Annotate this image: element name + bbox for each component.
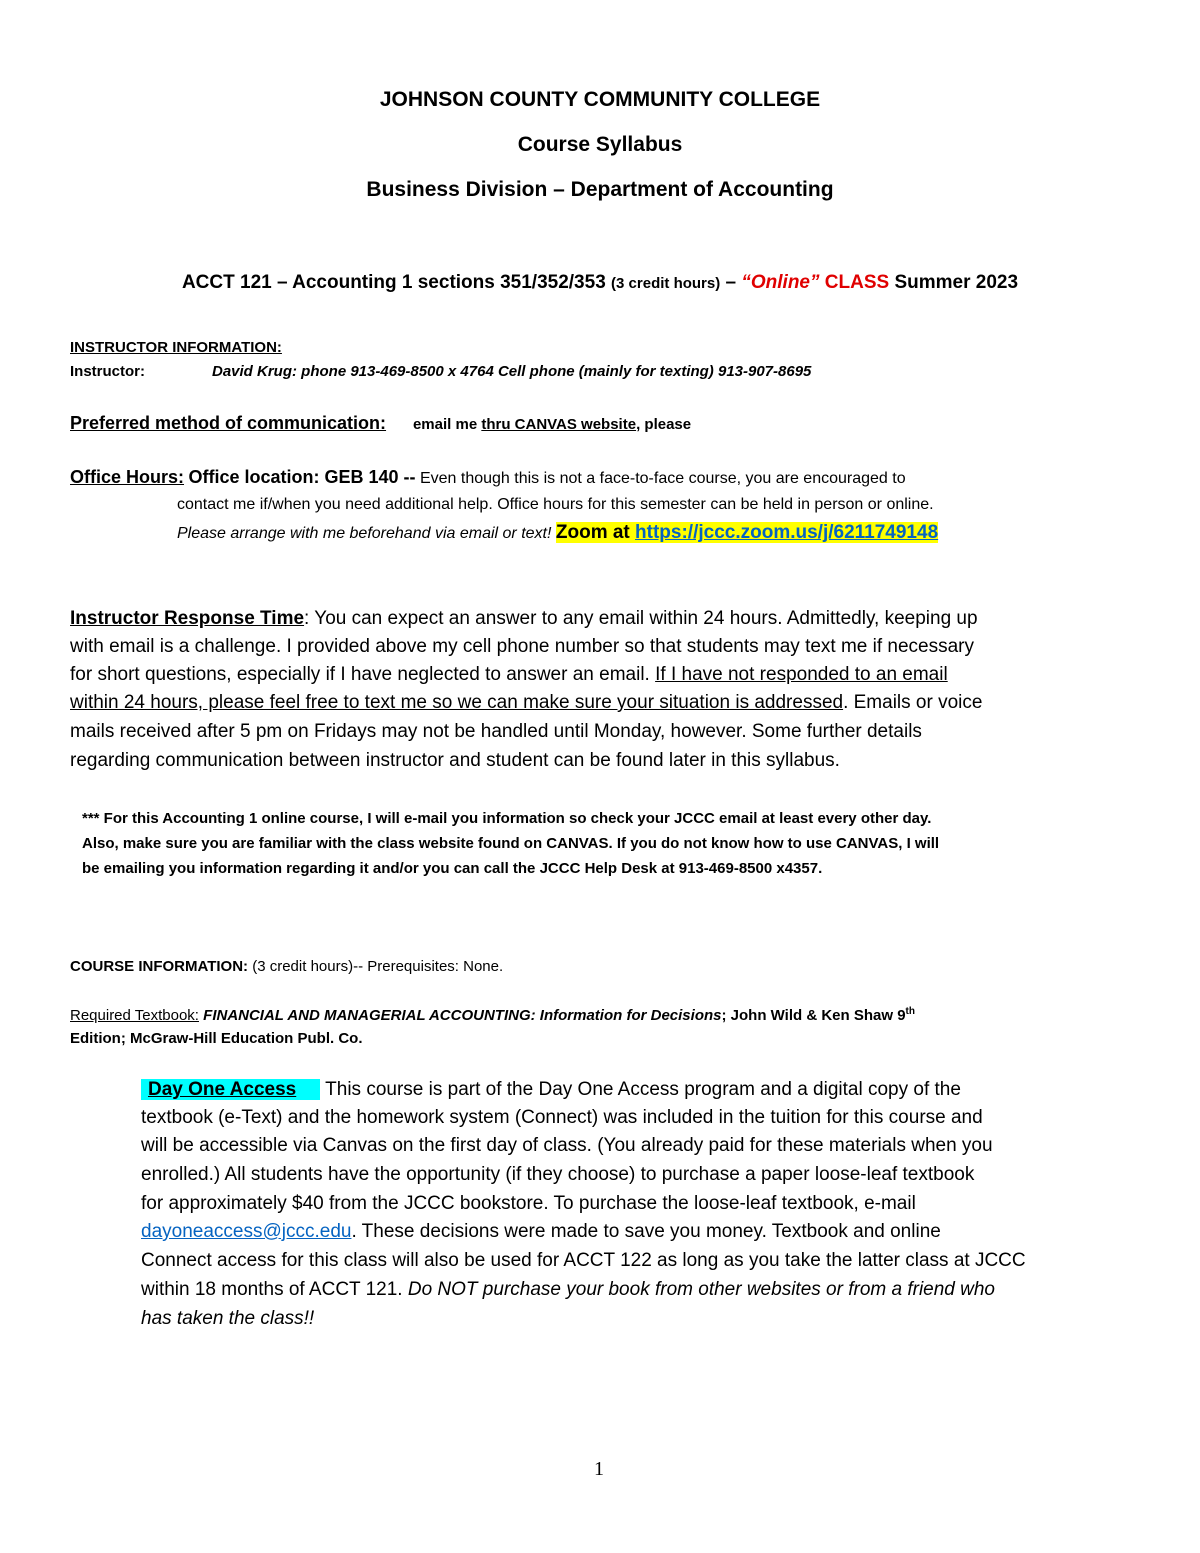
- zoom-highlight: [556, 522, 938, 543]
- division-title: Business Division – Department of Accounting: [366, 178, 834, 201]
- office-hours-arrange: Please arrange with me beforehand via email or text!: [177, 525, 556, 542]
- response-l3b: If I have not responded to an email: [655, 664, 948, 685]
- instructor-details: David Krug: phone 913-469-8500 x 4764 Cell phone (mainly for texting) 913-907-8695: [212, 363, 812, 380]
- day-one-label: Day One Access: [141, 1079, 320, 1100]
- zoom-label: Zoom at: [555, 522, 636, 543]
- day-one-l1: This course is part of the Day One Access program and a digital copy of the: [320, 1079, 961, 1100]
- textbook-row: [70, 1006, 915, 1024]
- document-type: Course Syllabus: [517, 133, 683, 156]
- day-one-line3: will be accessible via Canvas on the first day of class. (You already paid for these materials when you: [141, 1135, 993, 1156]
- day-one-l6b: . These decisions were made to save you money. Textbook and online: [351, 1221, 941, 1242]
- zoom-link[interactable]: https://jccc.zoom.us/j/6211749148: [635, 522, 939, 543]
- course-title-term: Summer 2023: [894, 272, 1019, 293]
- note-line2: Also, make sure you are familiar with the class website found on CANVAS. If you do not know how to use CANVAS, I will: [82, 835, 940, 852]
- day-one-line9: has taken the class!!: [141, 1308, 315, 1329]
- response-line6: regarding communication between instructor and student can be found later in this syllabus.: [70, 750, 840, 771]
- day-one-line4: enrolled.) All students have the opportunity (if they choose) to purchase a paper loose-leaf textbook: [141, 1164, 975, 1185]
- day-one-line7: Connect access for this class will also be used for ACCT 122 as long as you take the latter class at JCCC: [141, 1250, 1026, 1271]
- response-l3a: for short questions, especially if I have neglected to answer an email.: [70, 664, 656, 685]
- instructor-label: Instructor:: [70, 363, 145, 380]
- course-title-class: CLASS: [824, 272, 890, 293]
- communication-text-a: email me: [412, 416, 482, 433]
- textbook-title: FINANCIAL AND MANAGERIAL ACCOUNTING: Information for Decisions: [198, 1007, 722, 1024]
- textbook-label: Required Textbook:: [70, 1007, 199, 1024]
- response-l4a: within 24 hours, please feel free to text me so we can make sure your situation is addressed: [70, 692, 844, 713]
- response-line3: [70, 664, 948, 686]
- college-name: JOHNSON COUNTY COMMUNITY COLLEGE: [379, 88, 821, 111]
- day-one-email-link[interactable]: dayoneaccess@jccc.edu: [141, 1221, 352, 1242]
- communication-label: Preferred method of communication:: [70, 413, 387, 433]
- day-one-l8b: Do NOT purchase your book from other websites or from a friend who: [407, 1279, 995, 1300]
- course-title-main: ACCT 121 – Accounting 1 sections 351/352/353: [181, 272, 606, 293]
- office-hours-line3: [177, 522, 938, 544]
- office-location: Office location: GEB 140 --: [188, 467, 416, 487]
- course-title-online: “Online”: [741, 272, 820, 293]
- course-info-text: (3 credit hours)-- Prerequisites: None.: [248, 958, 504, 975]
- office-hours-line1: Even though this is not a face-to-face course, you are encouraged to: [415, 470, 906, 487]
- textbook-authors: ; John Wild & Ken Shaw 9: [721, 1007, 906, 1024]
- day-one-line6: [141, 1221, 941, 1243]
- day-one-line5: for approximately $40 from the JCCC bookstore. To purchase the loose-leaf textbook, e-mail: [141, 1193, 916, 1214]
- textbook-edition: Edition; McGraw-Hill Education Publ. Co.: [70, 1030, 363, 1047]
- textbook-edition-sup: th: [905, 1006, 915, 1017]
- course-title-credits: (3 credit hours): [611, 275, 721, 292]
- response-line2: with email is a challenge. I provided above my cell phone number so that students may text me if necessary: [70, 636, 975, 657]
- day-one-line2: textbook (e-Text) and the homework system (Connect) was included in the tuition for this course and: [141, 1107, 983, 1128]
- response-line1: [70, 608, 978, 630]
- response-line4: [70, 692, 982, 714]
- course-title-dash: –: [725, 272, 737, 293]
- office-hours-label: Office Hours:: [70, 467, 185, 487]
- note-line1: *** For this Accounting 1 online course, I will e-mail you information so check your JCCC email at least every other day.: [82, 810, 932, 827]
- page-number: 1: [594, 1458, 604, 1480]
- course-info-label: COURSE INFORMATION:: [70, 958, 249, 975]
- communication-row: [70, 413, 691, 434]
- day-one-l8a: within 18 months of ACCT 121.: [141, 1279, 408, 1300]
- communication-canvas: thru CANVAS website: [481, 416, 637, 433]
- office-hours-line2: contact me if/when you need additional help. Office hours for this semester can be held in person or online.: [177, 496, 934, 513]
- communication-text-c: , please: [636, 416, 692, 433]
- response-line5: mails received after 5 pm on Fridays may not be handled until Monday, however. Some further details: [70, 721, 922, 742]
- day-one-line8: [141, 1279, 995, 1301]
- instructor-heading: INSTRUCTOR INFORMATION:: [70, 339, 282, 356]
- response-l1: : You can expect an answer to any email within 24 hours. Admittedly, keeping up: [304, 608, 978, 629]
- response-l4b: . Emails or voice: [843, 692, 983, 713]
- note-line3: be emailing you information regarding it and/or you can call the JCCC Help Desk at 913-469-8500 x4357.: [82, 860, 823, 877]
- course-info-row: [70, 958, 503, 975]
- communication-text: [413, 416, 691, 433]
- day-one-line1: [141, 1079, 961, 1101]
- response-label: Instructor Response Time: [70, 608, 305, 629]
- office-hours-row: [70, 467, 906, 488]
- course-title: [0, 272, 1200, 294]
